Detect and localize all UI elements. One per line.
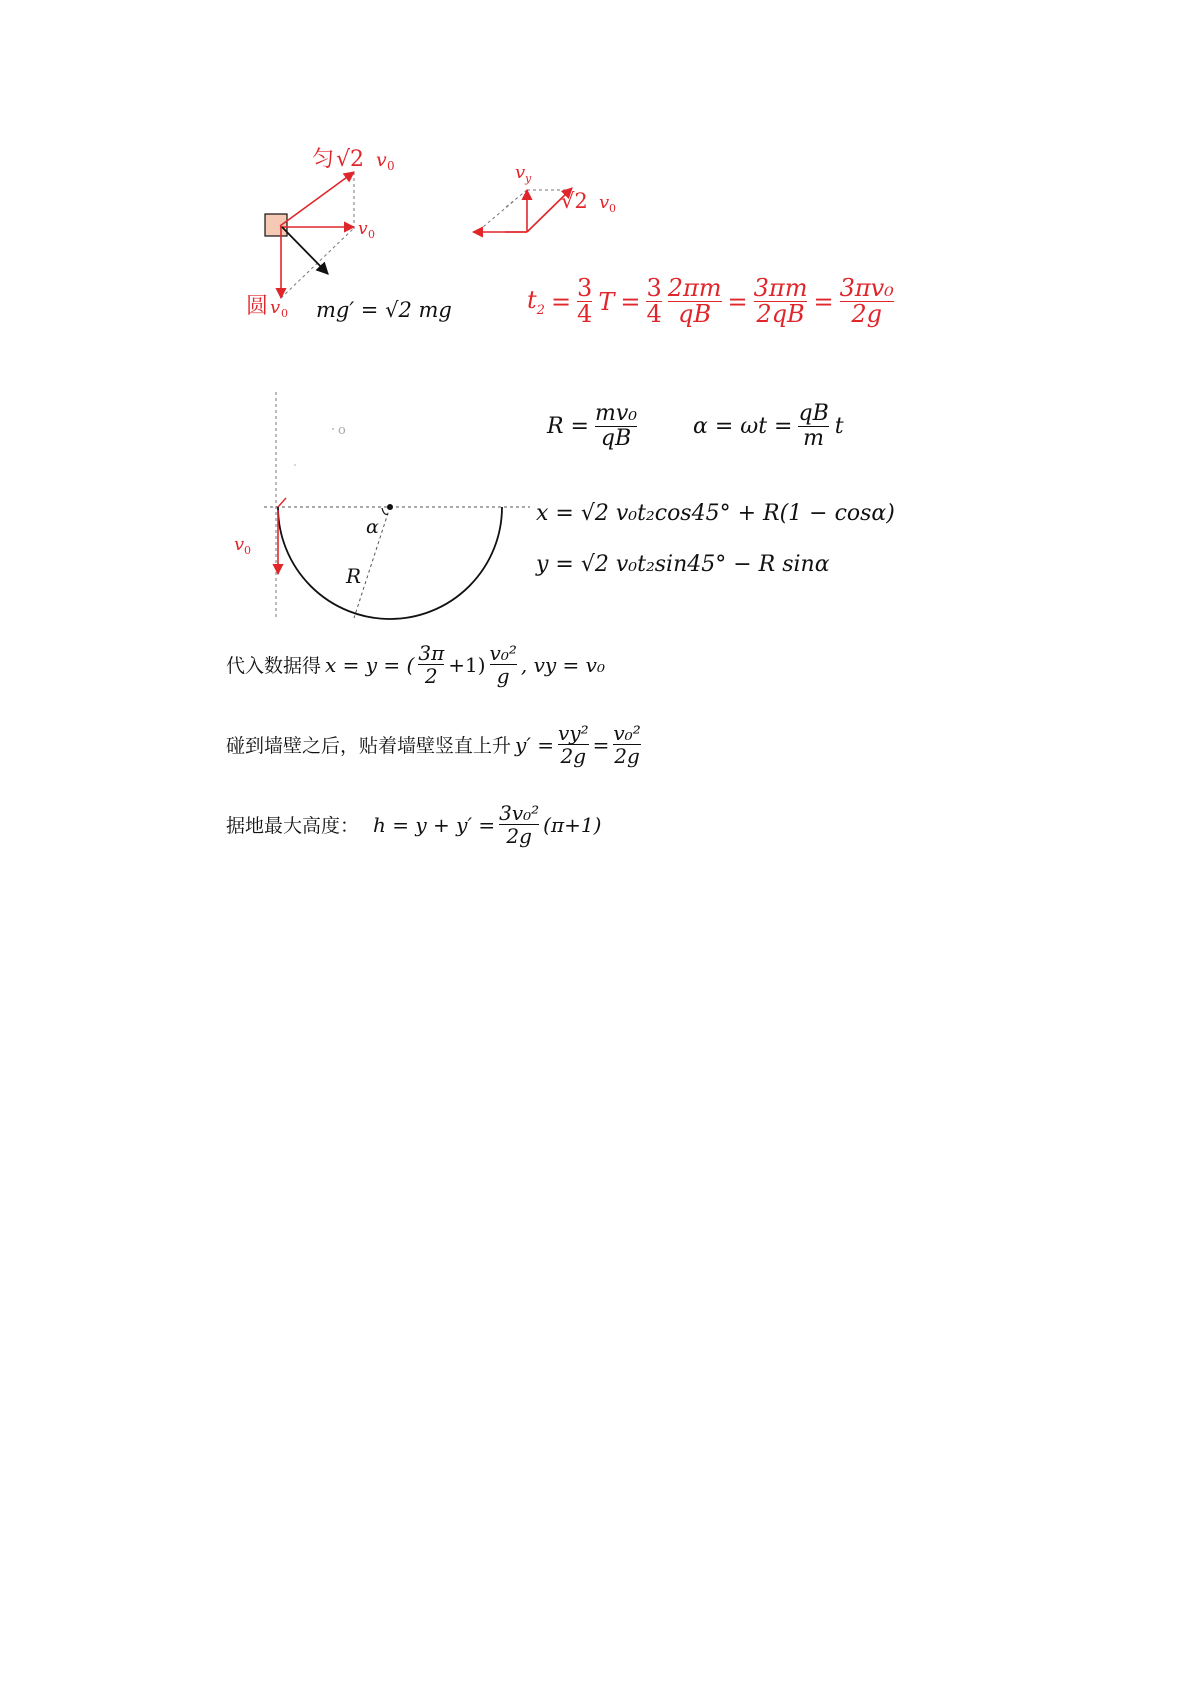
- wall-rise-frac2: $\frac{\text{v₀²}}{2g}$: [613, 721, 641, 768]
- label-top-sub: 0: [387, 159, 395, 173]
- faint-dot-2: [294, 464, 296, 466]
- small-red-tick: [278, 498, 286, 507]
- max-height-text: 据地最大高度：: [226, 815, 360, 837]
- label-fig2-sub: 0: [609, 202, 616, 215]
- label-right-v: v: [358, 219, 368, 239]
- t2-frac5: $\frac{\text{3πv₀}}{2g}$: [839, 274, 894, 329]
- wall-rise-eq: =: [592, 732, 610, 757]
- label-bottom-sub: 0: [281, 307, 288, 320]
- faint-dot: [332, 428, 334, 430]
- substitution-expr-b: +1): [448, 652, 486, 677]
- alpha-arc: [382, 508, 388, 514]
- label-vy-sub: y: [525, 172, 532, 185]
- semicircle-path: [278, 507, 502, 619]
- t2-frac4: $\frac{3\pi m}{2qB}$: [753, 274, 808, 329]
- substitution-expr-a: x = y = (: [325, 652, 415, 677]
- label-fig2-root: √2: [561, 189, 588, 213]
- substitution-text: 代入数据得: [226, 655, 322, 677]
- max-height-frac: $\frac{\text{3v₀²}}{2g}$: [499, 801, 540, 848]
- R-formula: [547, 402, 637, 451]
- alpha-formula: [693, 402, 844, 451]
- label-top-root: √2: [336, 147, 365, 172]
- label-right-sub: 0: [368, 228, 375, 241]
- label-top-v: v: [376, 149, 387, 171]
- t2-frac3: $\frac{2\pi m}{qB}$: [667, 274, 722, 329]
- t2-frac1: $\frac{3}{4}$: [577, 274, 593, 329]
- R-frac: $\frac{\text{mv₀}}{qB}$: [595, 401, 638, 452]
- t2-lhs: $t_2$: [527, 285, 545, 318]
- dashed-left-edge: [477, 200, 527, 232]
- label-alpha: α: [366, 516, 379, 538]
- substitution-line: [226, 642, 605, 687]
- wall-rise-text: 碰到墙壁之后，贴着墙壁竖直上升: [226, 735, 512, 757]
- wall-rise-lhs: y′ =: [515, 732, 554, 757]
- label-vy-v: v: [515, 162, 526, 183]
- alpha-frac: $\frac{qB}{m}$: [798, 401, 829, 452]
- label-v0-fig3-sub: 0: [244, 544, 251, 557]
- label-yun: 匀: [312, 147, 335, 172]
- t2-formula: [527, 276, 894, 327]
- label-v0-fig3: v: [234, 534, 245, 555]
- arrow-sqrt2-v0: [280, 172, 354, 226]
- R-lhs: R =: [547, 414, 589, 440]
- trajectory-diagram: [220, 390, 530, 630]
- left-arrow-extension: [465, 200, 535, 260]
- substitution-frac2: v₀² g: [489, 641, 517, 688]
- max-height-line: [226, 802, 601, 847]
- block: [265, 214, 287, 236]
- t2-frac2: $\frac{3}{4}$: [646, 274, 662, 329]
- t2-eq1: =: [550, 287, 572, 316]
- faint-mark: o: [338, 423, 346, 438]
- center-point: [387, 504, 393, 510]
- t2-eq2: =: [620, 287, 641, 316]
- arrow-mg-prime: [282, 227, 328, 274]
- alpha-tail: t: [834, 414, 844, 440]
- label-fig2-v: v: [599, 192, 610, 213]
- max-height-tail: (π+1): [543, 812, 602, 837]
- x-formula: x = √2 v₀t₂cos45° + R(1 − cosα): [536, 501, 895, 526]
- t2-eq4: =: [813, 287, 834, 316]
- label-bottom-v: v: [270, 297, 281, 318]
- wall-rise-frac1: $\frac{\text{vy²}}{2g}$: [557, 721, 589, 768]
- wall-rise-line: [226, 722, 641, 767]
- force-diagram: [230, 130, 480, 360]
- t2-T: T: [598, 287, 615, 316]
- y-formula: y = √2 v₀t₂sin45° − R sinα: [536, 552, 830, 577]
- max-height-lhs: h = y + y′ =: [373, 812, 496, 837]
- label-R: R: [346, 564, 362, 588]
- substitution-frac: 3π 2: [418, 641, 445, 688]
- mg-formula: mg′ = √2 mg: [316, 298, 452, 322]
- label-yuan: 圆: [246, 294, 269, 319]
- alpha-lhs: α = ωt =: [693, 414, 793, 440]
- substitution-tail: , vy = v₀: [520, 652, 605, 677]
- t2-eq3: =: [727, 287, 748, 316]
